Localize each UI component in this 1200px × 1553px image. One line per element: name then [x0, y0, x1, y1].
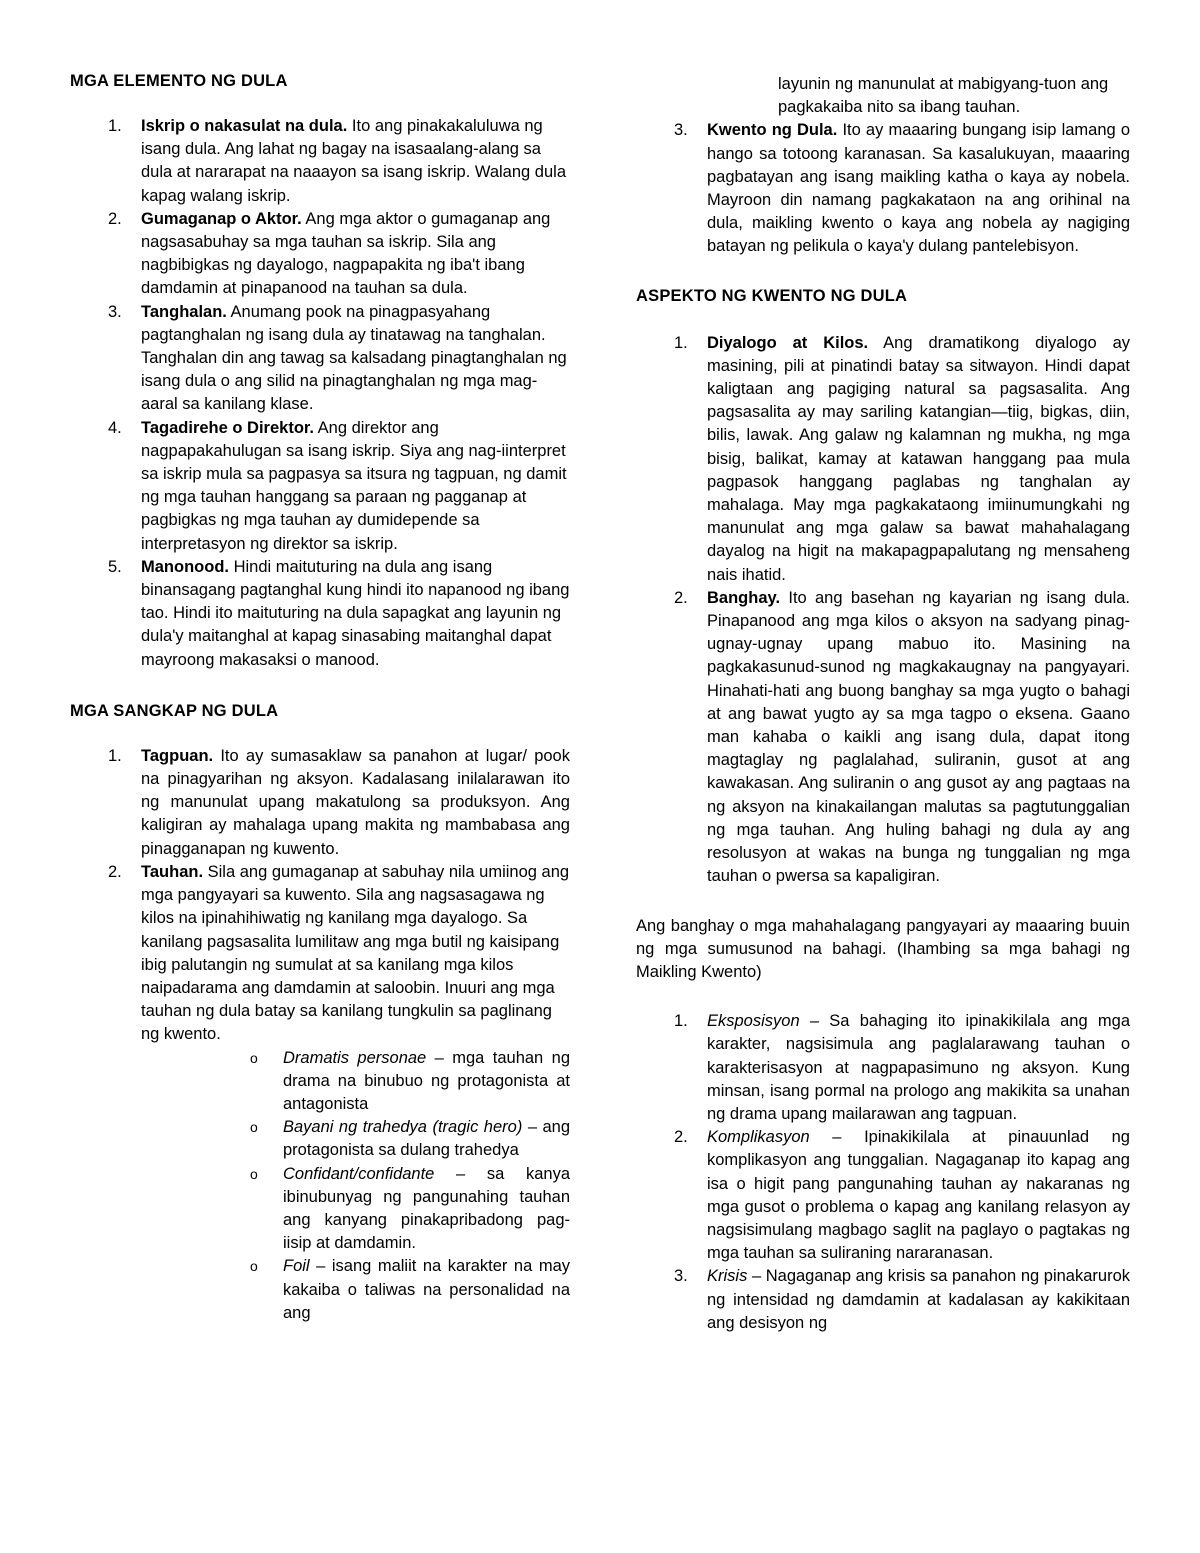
list-item: 5. Manonood. Hindi maituturing na dula ang isang binansagang pagtanghal kung hindi ito napanood ng ibang tao. Hindi ito maituturing na dula sapagkat ang layunin ng dula'y maitanghal at kapag sinasabing maitanghal dapat mayroong makasaksi o manood.: [108, 557, 570, 669]
section-title-sangkap: MGA SANGKAP NG DULA: [70, 701, 279, 720]
sangkap-list-continued: [636, 119, 1130, 258]
bahagi-list: [636, 1010, 1130, 1335]
list-item: 3. Tanghalan. Anumang pook na pinagpasyahang pagtanghalan ng isang dula ay tinatawag na tanghalan. Tanghalan din ang tawag sa kalsadang pinagtanghalan ng isang dula o ang silid na pinagtanghalan ng mga mag-aaral sa kanilang klase.: [108, 302, 567, 414]
aspekto-list: [636, 332, 1130, 889]
continued-text: layunin ng manunulat at mabigyang-tuon ang pagkakaiba nito sa ibang tauhan.: [778, 75, 1109, 117]
tauhan-sublist: [212, 1047, 570, 1325]
elemento-list: [70, 115, 570, 672]
banghay-paragraph: Ang banghay o mga mahahalagang pangyayari ay maaaring buuin ng mga sumusunod na bahagi. (Ihambing sa mga bahagi ng Maikling Kwento): [636, 916, 1130, 981]
sangkap-list: [70, 745, 570, 1325]
list-item: 1. Tagpuan. Ito ay sumasaklaw sa panahon at lugar/ pook na pinagyarihan ng aksyon. Kadalasang inilalarawan ito ng manunulat upang makatulong sa produksyon. Ang kaligiran ay mahalaga upang makita ng mambabasa ang pinagganapan ng kuwento.: [108, 746, 570, 858]
list-item: 2. Gumaganap o Aktor. Ang mga aktor o gumaganap ang nagsasabuhay sa mga tauhan sa iskrip. Sila ang nagbibigkas ng dayalogo, nagpapakita ng iba't ibang damdamin at pinapanood na tauhan sa dula.: [108, 209, 551, 298]
list-item: 4. Tagadirehe o Direktor. Ang direktor ang nagpapakahulugan sa isang iskrip. Siya ang nag-iinterpret sa iskrip mula sa pagpasya sa itsura ng tagpuan, ng damit ng mga tauhan hanggang sa paraan ng pagganap at pagbigkas ng mga tauhan ay dumidepende sa interpretasyon ng direktor sa iskrip.: [108, 418, 567, 553]
sub-list-item: o Dramatis personae – mga tauhan ng drama na binubuo ng protagonista at antagonista: [250, 1048, 570, 1113]
list-item: 1. Eksposisyon – Sa bahaging ito ipinakikilala ang mga karakter, nagsisimula ang paglalarawang tauhan o karakterisasyon at nagpapasimuno ng aksyon. Kung minsan, isang pormal na prologo ang makikita sa unahan ng drama upang mailarawan ang tagpuan.: [674, 1012, 1130, 1123]
sub-list-item: o Confidant/confidante – sa kanya ibinubunyag ng pangunahing tauhan ang kanyang pinakapribadong pag-iisip at damdamin.: [250, 1164, 570, 1253]
list-item: 3. Kwento ng Dula. Ito ay maaaring bungang isip lamang o hango sa totoong karanasan. Sa kasalukuyan, maaaring pagbatayan ang isang maikling katha o kaya ay nobela. Mayroon din namang pagkakataon na ang orihinal na dula, maikling kwento o kaya ang nobela ay nagiging batayan ng pelikula o kaya'y dulang pantelebisyon.: [674, 121, 1131, 256]
list-item: 3. Krisis – Nagaganap ang krisis sa panahon ng pinakarurok ng intensidad ng damdamin at kadalasan ay kakikitaan ang desisyon ng: [674, 1267, 1130, 1332]
right-column: [636, 73, 1130, 1335]
sub-list-item: o Foil – isang maliit na karakter na may kakaiba o taliwas na personalidad na ang: [250, 1257, 570, 1322]
list-item: 2. Komplikasyon – Ipinakikilala at pinauunlad ng komplikasyon ang tunggalian. Nagaganap ito kapag ang isa o higit pang pangunahing tauhan ay nakaranas ng mga gusot o problema o kapag ang kanilang relasyon ay nagsisimulang magbago saglit na paglayo o pagtakas ng mga tauhan sa suliraning nararanasan.: [674, 1128, 1130, 1263]
section-title-elemento: MGA ELEMENTO NG DULA: [70, 72, 288, 90]
list-item: 1. Iskrip o nakasulat na dula. Ito ang pinakakaluluwa ng isang dula. Ang lahat ng bagay na isasaalang-alang sa dula at nararapat na naaayon sa isang iskrip. Walang dula kapag walang iskrip.: [108, 117, 566, 205]
list-item: 1. Diyalogo at Kilos. Ang dramatikong diyalogo ay masining, pili at pinatindi batay sa sitwayon. Hindi dapat kaligtaan ang pagiging natural sa pagsasalita. Ang pagsasalita ay may sariling katangian—tiig, bigkas, diin, bilis, lawak. Ang galaw ng kalamnan ng mukha, ng mga bisig, balikat, kamay at katawan hanggang paa mula pagpasok hanggang paglabas ng tanghalan ay mahalaga. May mga pagkakataong imiinumungkahi ng manunulat ang mga galaw sa bawat mahahalagang dayalog na higit na makapagpapalutang ng mensaheng nais ihatid.: [674, 333, 1130, 584]
left-column: [70, 70, 570, 1325]
section-title-aspekto: ASPEKTO NG KWENTO NG DULA: [636, 286, 908, 305]
list-item: 2. Tauhan. Sila ang gumaganap at sabuhay nila umiinog ang mga pangyayari sa kuwento. Sila ang nagsasagawa ng kilos na ipinahihiwatig ng kanilang mga dayalogo. Sa kanilang pagsasalita lumilitaw ang mga butil ng kaisipang ibig palutangin ng sumulat at sa kanilang mga kilos naipadarama ang damdamin at saloobin. Inuuri ang mga tauhan ng dula batay sa kanilang tungkulin sa paglinang ng kwento. o Dramatis personae – mga tauhan ng drama na binubuo ng protagonista at antagonista o Bayani ng trahedya (tragic hero) – ang protagonista sa dulang trahedya o Confidant/confidante – sa kanya ibinubunyag ng pangunahing tauhan ang kanyang pinakapribadong pag-iisip at damdamin. o Foil – isang maliit na karakter na may kakaiba o taliwas na personalidad na ang: [70, 861, 570, 1325]
sub-list-item: o Bayani ng trahedya (tragic hero) – ang protagonista sa dulang trahedya: [250, 1118, 571, 1160]
list-item: 2. Banghay. Ito ang basehan ng kayarian ng isang dula. Pinapanood ang mga kilos o aksyon na sadyang pinag-ugnay-ugnay upang mabuo ito. Masining na pagkakasunud-sunod ng magkakaugnay na pangyayari. Hinahati-hati ang buong banghay sa mga yugto o bahagi at ang bawat yugto ay sa mga tagpo o eksena. Gaano man kahaba o kaikli ang isang dula, dapat itong magtaglay ng paglalahad, suliranin, gusot at ang kawakasan. Ang suliranin o ang gusot ay ang pagtaas na ng aksyon na kinakailangan malutas sa pagtutunggalian ng mga tauhan. Ang huling bahagi ng dula ay ang resolusyon at wakas na bunga ng tunggalian ng mga tauhan o pwersa sa kapaligiran.: [674, 588, 1130, 886]
